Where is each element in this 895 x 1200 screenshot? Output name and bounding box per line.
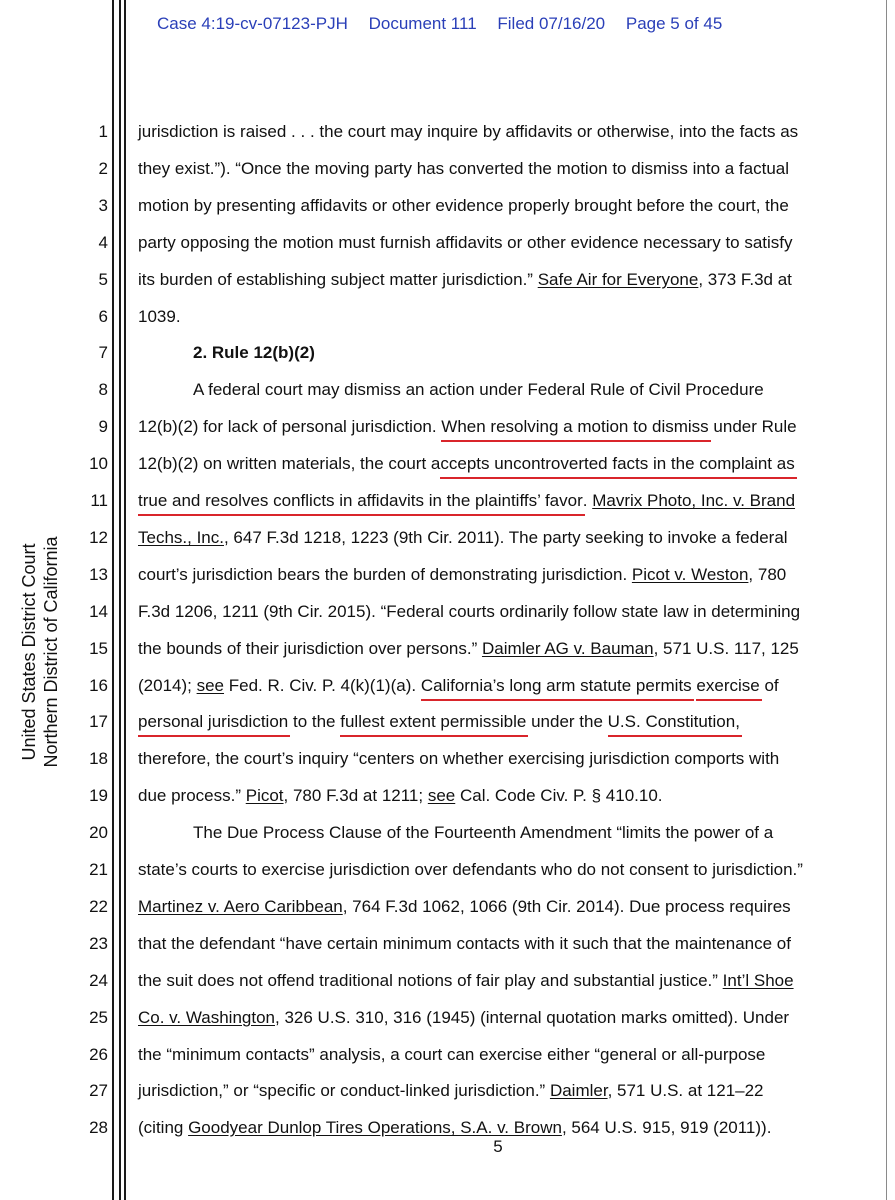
highlighted-passage: personal jurisdiction [138,712,289,731]
text-segment: of [759,676,779,695]
text-segment: The Due Process Clause of the Fourteenth Amendment “limits the power of a [193,823,774,842]
text-segment: state’s courts to exercise jurisdiction over defendants who do not consent to jurisdiction.” [138,860,803,879]
line-number: 4 [98,233,108,252]
line-number: 1 [98,122,108,141]
text-segment: they exist.”). “Once the moving party has converted the motion to dismiss into a factual [138,159,790,178]
text-line [138,159,789,179]
text-line [193,343,315,363]
line-number: 27 [89,1081,108,1100]
text-segment: 12(b)(2) on written materials, the court a [138,454,441,473]
text-segment: Cal. Code Civ. P. § 410.10. [455,786,663,805]
text-line [138,270,792,290]
line-number: 28 [89,1118,108,1137]
text-line [193,823,773,843]
text-margin-rule-2 [124,0,126,1200]
line-number: 5 [98,270,108,289]
text-line [138,897,791,917]
text-segment: , 373 F.3d at [698,270,792,289]
highlighted-passage: exercise [696,676,760,695]
case-citation: Picot [245,786,284,805]
highlighted-passage: California’s long arm statute permits [420,676,692,695]
text-line [138,1081,764,1101]
text-line [138,491,795,511]
text-margin-rule-1 [119,0,121,1200]
text-line [138,639,799,659]
text-segment: A federal court may dismiss an action under Federal Rule of Civil Procedure [193,380,764,399]
text-line [138,565,786,585]
line-number: 26 [89,1045,108,1064]
line-number: 15 [89,639,108,658]
text-line [138,233,793,253]
court-district: Northern District of California [41,536,61,768]
text-line [138,602,800,622]
text-segment: Fed. R. Civ. P. 4(k)(1)(a). [224,676,421,695]
text-segment: motion by presenting affidavits or other evidence properly brought before the court, the [138,196,789,215]
left-margin-rule [112,0,114,1200]
section-heading: 2. Rule 12(b)(2) [193,343,315,362]
text-line [138,786,663,806]
case-citation: Martinez v. Aero Caribbean [138,897,343,916]
text-segment: the “minimum contacts” analysis, a court can exercise either “general or all-purpose [138,1045,766,1064]
highlighted-passage: ccepts uncontroverted facts in the complaint as [440,454,795,473]
line-number: 9 [98,417,108,436]
page-indicator: Page 5 of 45 [625,14,723,33]
text-line [138,196,789,216]
text-line [138,528,788,548]
case-citation: Picot v. Weston [631,565,749,584]
text-line [138,122,798,142]
text-line [138,971,794,991]
case-number: Case 4:19-cv-07123-PJH [157,14,348,33]
text-segment: , 571 U.S. at 121–22 [607,1081,764,1100]
line-number: 22 [89,897,108,916]
text-segment: therefore, the court’s inquiry “centers on whether exercising jurisdiction comports with [138,749,780,768]
line-number: 20 [89,823,108,842]
text-segment: court’s jurisdiction bears the burden of demonstrating jurisdiction. [138,565,632,584]
text-line [138,934,791,954]
text-line [138,676,779,696]
highlighted-passage: true and resolves conflicts in affidavits in the plaintiffs’ favor [138,491,583,510]
line-number: 21 [89,860,108,879]
text-line [138,712,740,732]
text-segment: (2014); [138,676,197,695]
page-number: 5 [493,1137,503,1156]
highlighted-passage: When resolving a motion to dismiss [441,417,709,436]
text-segment: 1039. [138,307,181,326]
text-segment: , 780 [748,565,787,584]
line-number: 10 [89,454,108,473]
line-number: 8 [98,380,108,399]
text-segment: (citing [138,1118,189,1137]
text-line [138,749,779,769]
text-segment: party opposing the motion must furnish affidavits or other evidence necessary to satisfy [138,233,793,252]
case-citation: Co. v. Washington [138,1008,276,1027]
text-segment: its burden of establishing subject matter jurisdiction.” [138,270,538,289]
text-line [193,380,764,400]
text-segment: , 564 U.S. 915, 919 (2011)). [561,1118,772,1137]
line-number: 24 [89,971,108,990]
highlighted-passage: U.S. Constitution, [607,712,740,731]
line-number: 14 [89,602,108,621]
case-citation: Techs., Inc. [138,528,224,547]
case-citation: Daimler AG v. Bauman [481,639,654,658]
line-number: 23 [89,934,108,953]
text-line [138,307,181,327]
text-segment: that the defendant “have certain minimum contacts with it such that the maintenance of [138,934,791,953]
court-name: United States District Court [19,543,39,761]
case-citation: Mavrix Photo, Inc. v. Brand [592,491,796,510]
filed-date: Filed 07/16/20 [497,14,606,33]
case-citation: Safe Air for Everyone [537,270,699,289]
text-line [138,1045,765,1065]
text-segment: , 571 U.S. 117, 125 [653,639,799,658]
text-segment: due process.” [138,786,246,805]
line-number: 17 [89,712,108,731]
line-number: 16 [89,676,108,695]
case-citation: see [427,786,456,805]
text-segment: , 647 F.3d 1218, 1223 (9th Cir. 2011). The party seeking to invoke a federal [223,528,788,547]
line-number: 25 [89,1008,108,1027]
text-segment: , 326 U.S. 310, 316 (1945) (internal quotation marks omitted). Under [275,1008,790,1027]
text-line [138,454,795,474]
line-number: 7 [98,343,108,362]
text-segment: jurisdiction,” or “specific or conduct-linked jurisdiction.” [138,1081,550,1100]
line-number: 13 [89,565,108,584]
line-number: 12 [89,528,108,547]
text-segment: the bounds of their jurisdiction over persons.” [138,639,482,658]
case-citation: Daimler [549,1081,608,1100]
right-margin-rule [886,0,887,1200]
case-citation: see [196,676,225,695]
text-segment: under the [526,712,608,731]
text-line [138,860,803,880]
text-segment: 12(b)(2) for lack of personal jurisdiction. [138,417,442,436]
line-number: 19 [89,786,108,805]
text-segment: F.3d 1206, 1211 (9th Cir. 2015). “Federal courts ordinarily follow state law in determining [138,602,801,621]
case-citation: Goodyear Dunlop Tires Operations, S.A. v. Brown [188,1118,562,1137]
document-number: Document 111 [368,14,477,33]
text-segment: , 780 F.3d at 1211; [283,786,428,805]
line-number: 6 [98,307,108,326]
text-line [138,1118,771,1138]
line-number: 11 [90,491,108,510]
text-segment: to the [288,712,341,731]
text-segment: . [582,491,593,510]
case-citation: Int’l Shoe [722,971,794,990]
line-number: 2 [98,159,108,178]
highlighted-passage: fullest extent permissible [340,712,527,731]
text-segment: , 764 F.3d 1062, 1066 (9th Cir. 2014). Due process requires [342,897,791,916]
text-segment: jurisdiction is raised . . . the court may inquire by affidavits or otherwise, into the facts as [138,122,799,141]
filing-header [157,14,722,34]
line-number: 3 [98,196,108,215]
text-line [138,417,797,437]
text-segment: under Rule [708,417,797,436]
text-segment: the suit does not offend traditional notions of fair play and substantial justice.” [138,971,723,990]
text-line [138,1008,789,1028]
line-number: 18 [89,749,108,768]
